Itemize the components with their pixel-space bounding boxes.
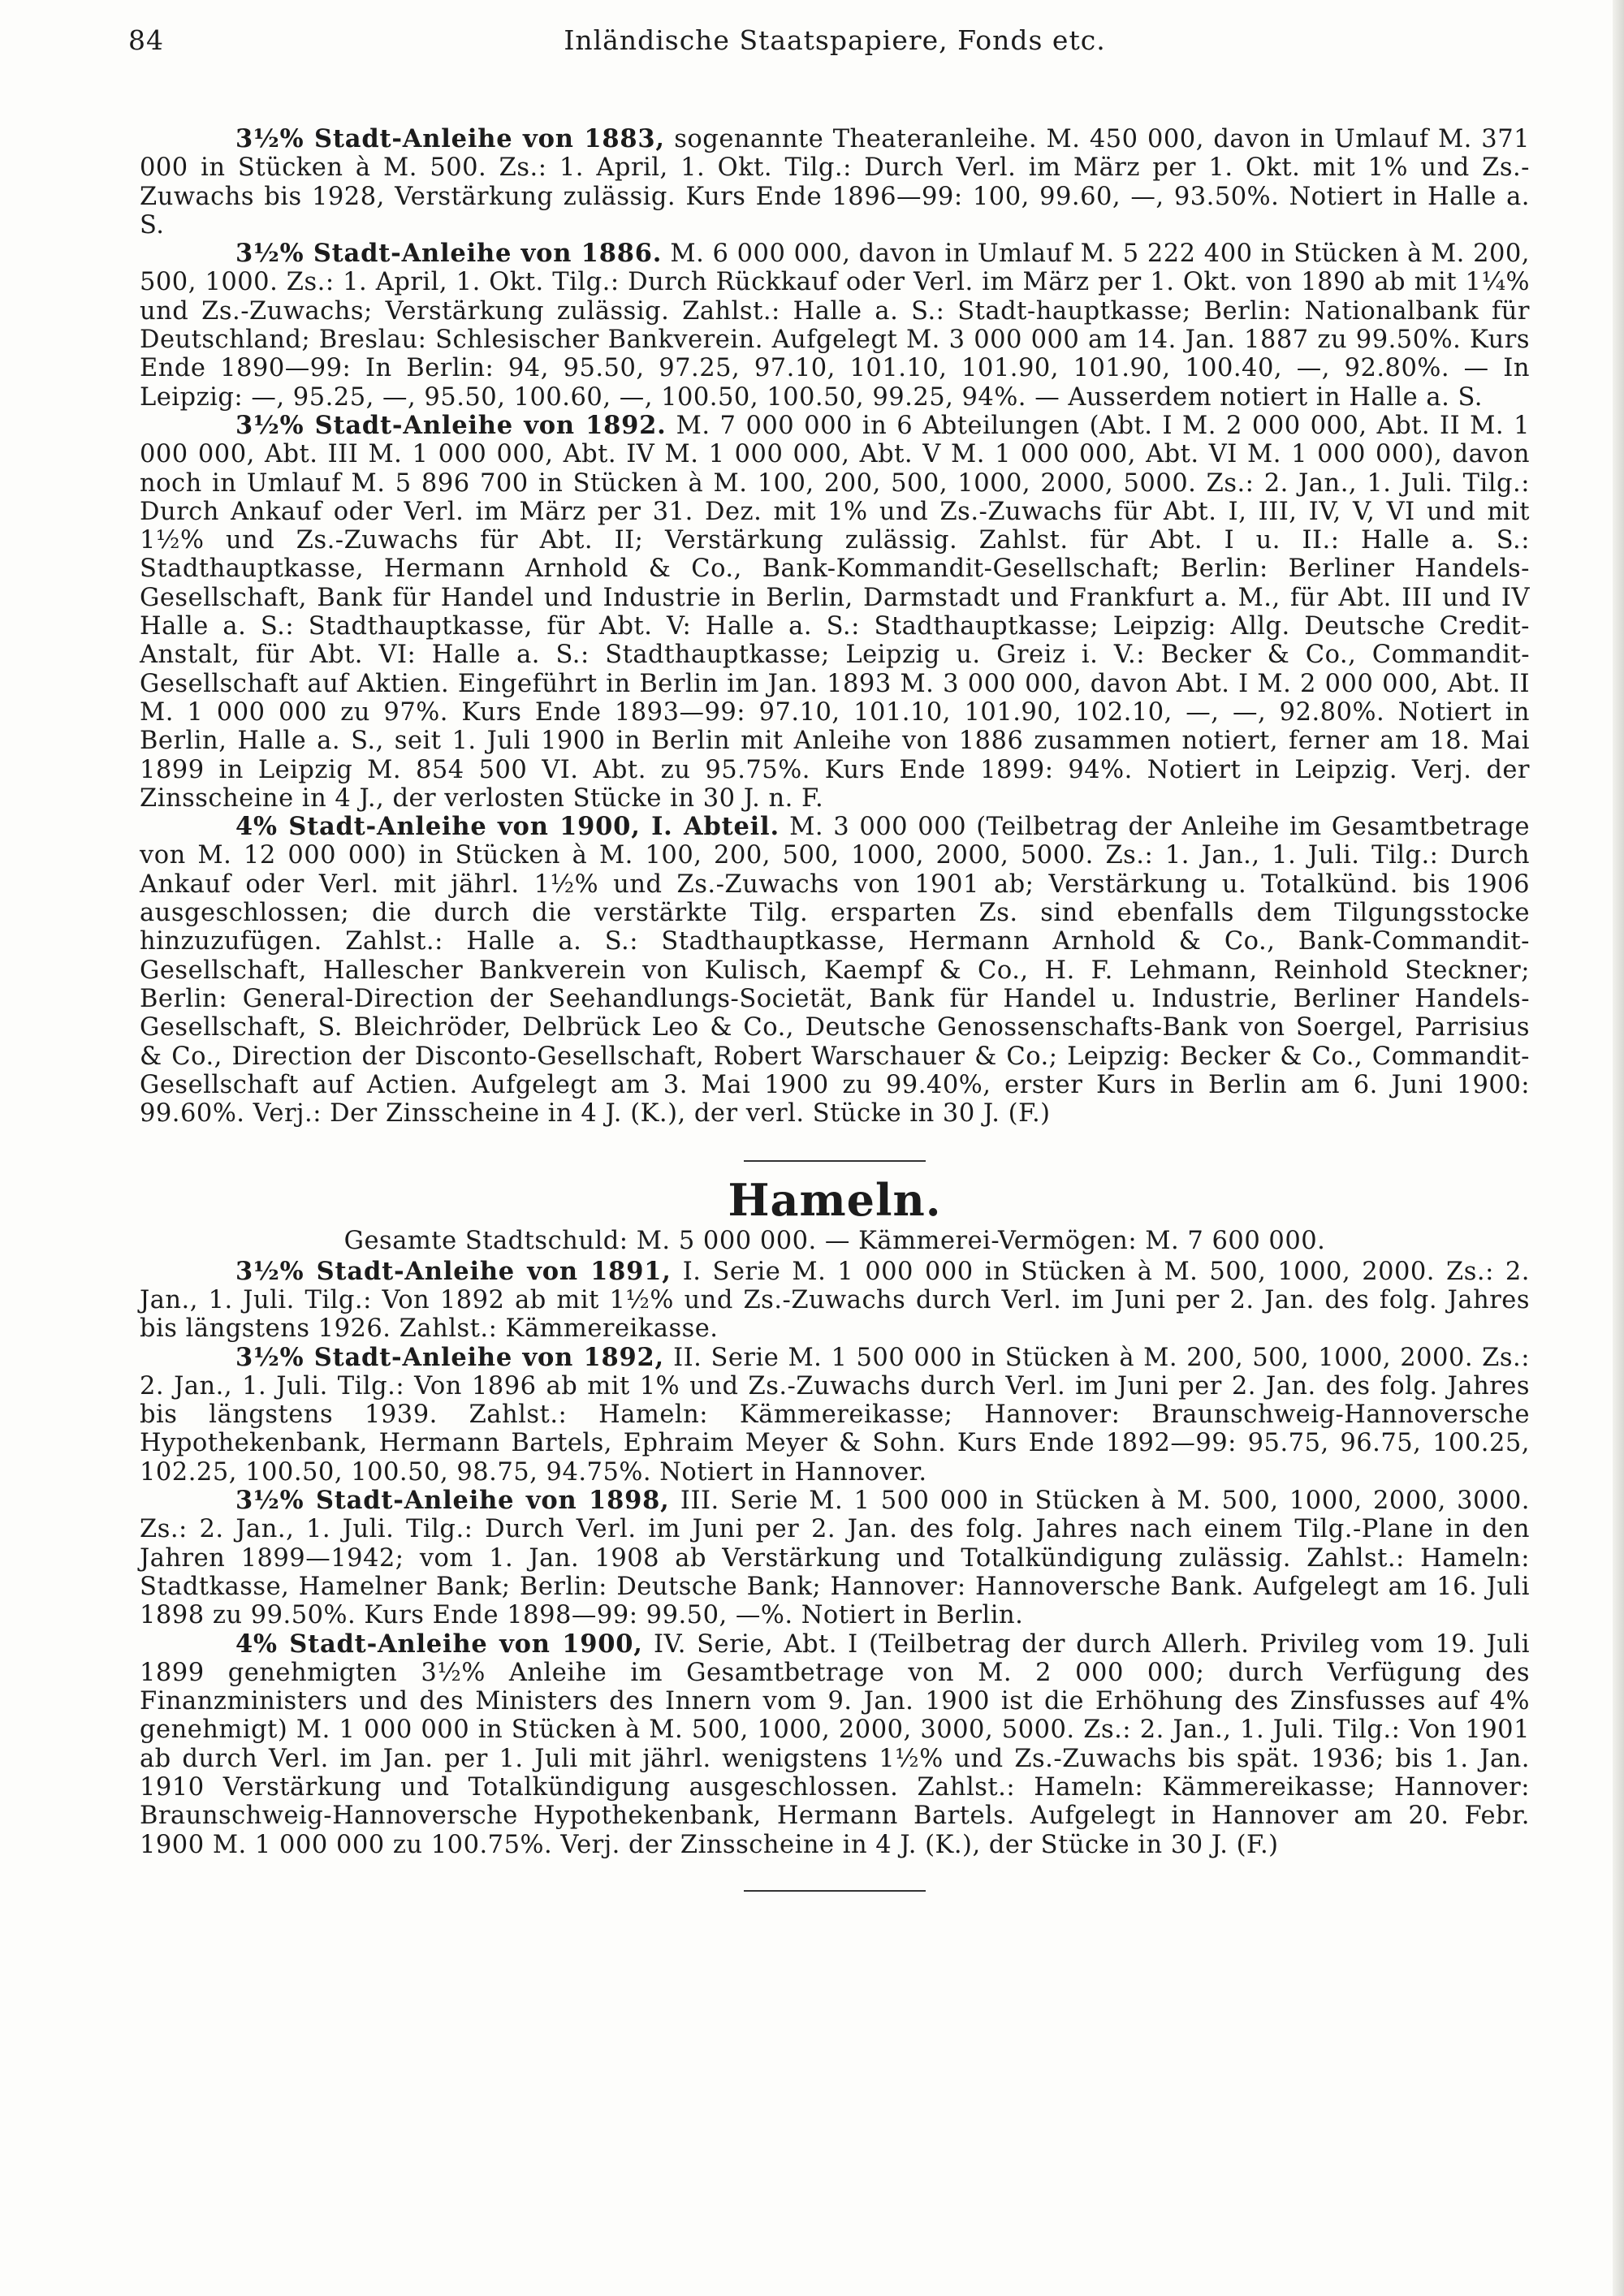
entry-title: 3½% Stadt-Anleihe von 1883,	[235, 124, 665, 153]
hameln-entry-1898	[140, 1487, 1530, 1629]
halle-entry-1883	[140, 125, 1530, 240]
entry-text: M. 3 000 000 (Teilbetrag der Anleihe im Gesamtbetrage von M. 12 000 000) in Stücken à M. 100, 200, 500, 1000, 2000, 5000. Zs.: 1. Jan., 1. Juli. Tilg.: Durch Ankauf oder Verl. mit jährl. 1½% und Zs.-Zuwachs von 1901 ab; Verstärkung u. Totalkünd. bis 1906 ausgeschlossen; die durch die verstärkte Tilg. ersparten Zs. sind ebenfalls dem Tilgungsstocke hinzuzufügen. Zahlst.: Halle a. S.: Stadthauptkasse, Hermann Arnhold & Co., Bank-Commandit-Gesellschaft, Hallescher Bankverein von Kulisch, Kaempf & Co., H. F. Lehmann, Reinhold Steckner; Berlin: General-Direction der Seehandlungs-Societät, Bank für Handel u. Industrie, Berliner Handels-Gesellschaft, S. Bleichröder, Delbrück Leo & Co., Deutsche Genossenschafts-Bank von Soergel, Parrisius & Co., Direction der Disconto-Gesellschaft, Robert Warschauer & Co.; Leipzig: Becker & Co., Commandit-Gesellschaft auf Actien. Aufgelegt am 3. Mai 1900 zu 99.40%, erster Kurs in Berlin am 6. Juni 1900: 99.60%. Verj.: Der Zinsscheine in 4 J. (K.), der verl. Stücke in 30 J. (F.)	[140, 813, 1531, 1129]
entry-text: III. Serie M. 1 500 000 in Stücken à M. 500, 1000, 2000, 3000. Zs.: 2. Jan., 1. Juli. Tilg.: Durch Verl. im Juni per 2. Jan. des folg. Jahres nach einem Tilg.-Plane in den Jahren 1899—1942; vom 1. Jan. 1908 ab Verstärkung und Totalkündigung zulässig. Zahlst.: Hameln: Stadtkasse, Hamelner Bank; Berlin: Deutsche Bank; Hannover: Hannoversche Bank. Aufgelegt am 16. Juli 1898 zu 99.50%. Kurs Ende 1898—99: 99.50, —%. Notiert in Berlin.	[140, 1487, 1530, 1630]
entry-title: 3½% Stadt-Anleihe von 1898,	[235, 1486, 670, 1516]
halle-entry-1900	[140, 813, 1530, 1128]
entry-title: 3½% Stadt-Anleihe von 1886.	[235, 239, 663, 269]
document-page	[128, 24, 1531, 1892]
page-header	[128, 24, 1530, 70]
entry-text: M. 7 000 000 in 6 Abteilungen (Abt. I M. 2 000 000, Abt. II M. 1 000 000, Abt. III M. 1 000 000, Abt. IV M. 1 000 000, Abt. V M. 1 000 000, Abt. VI M. 1 000 000), davon noch in Umlauf M. 5 896 700 in Stücken à M. 100, 200, 500, 1000, 2000, 5000. Zs.: 2. Jan., 1. Juli. Tilg.: Durch Ankauf oder Verl. im März per 31. Dez. mit 1% und Zs.-Zuwachs für Abt. I, III, IV, V, VI und mit 1½% und Zs.-Zuwachs für Abt. II; Verstärkung zulässig. Zahlst. für Abt. I u. II.: Halle a. S.: Stadthauptkasse, Hermann Arnhold & Co., Bank-Kommandit-Gesellschaft; Berlin: Berliner Handels-Gesellschaft, Bank für Handel und Industrie in Berlin, Darmstadt und Frankfurt a. M., für Abt. III und IV Halle a. S.: Stadthauptkasse, für Abt. V: Halle a. S.: Stadthauptkasse; Leipzig: Allg. Deutsche Credit-Anstalt, für Abt. VI: Halle a. S.: Stadthauptkasse; Leipzig u. Greiz i. V.: Becker & Co., Commandit-Gesellschaft auf Aktien. Eingeführt in Berlin im Jan. 1893 M. 3 000 000, davon Abt. I M. 2 000 000, Abt. II M. 1 000 000 zu 97%. Kurs Ende 1893—99: 97.10, 101.10, 101.90, 102.10, —, —, 92.80%. Notiert in Berlin, Halle a. S., seit 1. Juli 1900 in Berlin mit Anleihe von 1886 zusammen notiert, ferner am 18. Mai 1899 in Leipzig M. 854 500 VI. Abt. zu 95.75%. Kurs Ende 1899: 94%. Notiert in Leipzig. Verj. der Zinsscheine in 4 J., der verlosten Stücke in 30 J. n. F.	[140, 411, 1530, 813]
entry-title: 4% Stadt-Anleihe von 1900, I. Abteil.	[235, 812, 780, 842]
entry-title: 4% Stadt-Anleihe von 1900,	[235, 1629, 643, 1659]
city-debt-summary: Gesamte Stadtschuld: M. 5 000 000. — Kämmerei-Vermögen: M. 7 600 000.	[343, 1227, 1326, 1256]
halle-entry-1886	[140, 240, 1530, 412]
running-title: Inländische Staatspapiere, Fonds etc.	[564, 24, 1106, 56]
entry-title: 3½% Stadt-Anleihe von 1892.	[235, 410, 667, 440]
entry-text: IV. Serie, Abt. I (Teilbetrag der durch Allerh. Privileg vom 19. Juli 1899 genehmigten 3½% Anleihe im Gesamtbetrage von M. 2 000 000; durch Verfügung des Finanzministers und des Ministers des Innern vom 9. Jan. 1900 ist die Erhöhung des Zinsfusses auf 4% genehmigt) M. 1 000 000 in Stücken à M. 500, 1000, 2000, 3000, 5000. Zs.: 2. Jan., 1. Juli. Tilg.: Von 1901 ab durch Verl. im Jan. per 1. Juli mit jährl. wenigstens 1½% und Zs.-Zuwachs bis spät. 1936; bis 1. Jan. 1910 Verstärkung und Totalkündigung ausgeschlossen. Zahlst.: Hameln: Kämmereikasse; Hannover: Braunschweig-Hannoversche Hypothekenbank, Hermann Bartels. Aufgelegt in Hannover am 20. Febr. 1900 M. 1 000 000 zu 100.75%. Verj. der Zinsscheine in 4 J. (K.), der Stücke in 30 J. (F.)	[140, 1629, 1530, 1859]
city-title: Hameln.	[728, 1174, 942, 1227]
hameln-entry-1892	[140, 1344, 1530, 1487]
entry-text: II. Serie M. 1 500 000 in Stücken à M. 200, 500, 1000, 2000. Zs.: 2. Jan., 1. Juli. Tilg.: Von 1896 ab mit 1% und Zs.-Zuwachs durch Verl. im Juni per 2. Jan. des folg. Jahres bis längstens 1939. Zahlst.: Hameln: Kämmereikasse; Hannover: Braunschweig-Hannoversche Hypothekenbank, Hermann Bartels, Ephraim Meyer & Sohn. Kurs Ende 1892—99: 95.75, 96.75, 100.25, 102.25, 100.50, 100.50, 98.75, 94.75%. Notiert in Hannover.	[140, 1343, 1530, 1487]
hameln-entry-1900	[140, 1630, 1530, 1859]
halle-section	[140, 125, 1530, 1128]
page-number: 84	[128, 24, 164, 56]
entry-title: 3½% Stadt-Anleihe von 1891,	[235, 1256, 672, 1286]
entry-text: M. 6 000 000, davon in Umlauf M. 5 222 400 in Stücken à M. 200, 500, 1000. Zs.: 1. April, 1. Okt. Tilg.: Durch Rückkauf oder Verl. im März per 1. Okt. von 1890 ab mit 1¼% und Zs.-Zuwachs; Verstärkung zulässig. Zahlst.: Halle a. S.: Stadt-hauptkasse; Berlin: Nationalbank für Deutschland; Breslau: Schlesischer Bankverein. Aufgelegt M. 3 000 000 am 14. Jan. 1887 zu 99.50%. Kurs Ende 1890—99: In Berlin: 94, 95.50, 97.25, 97.10, 101.10, 101.90, 101.90, 100.40, —, 92.80%. — In Leipzig: —, 95.25, —, 95.50, 100.60, —, 100.50, 100.50, 99.25, 94%. — Ausserdem notiert in Halle a. S.	[140, 240, 1530, 412]
page-edge-shadow	[1613, 0, 1624, 2296]
entry-text: sogenannte Theateranleihe. M. 450 000, davon in Umlauf M. 371 000 in Stücken à M. 500. Zs.: 1. April, 1. Okt. Tilg.: Durch Verl. im März per 1. Okt. mit 1% und Zs.-Zuwachs bis 1928, Verstärkung zulässig. Kurs Ende 1896—99: 100, 99.60, —, 93.50%. Notiert in Halle a. S.	[140, 125, 1531, 240]
entry-title: 3½% Stadt-Anleihe von 1892,	[235, 1342, 664, 1372]
halle-entry-1892	[140, 412, 1530, 813]
entry-text: I. Serie M. 1 000 000 in Stücken à M. 500, 1000, 2000. Zs.: 2. Jan., 1. Juli. Tilg.: Von 1892 ab mit 1½% und Zs.-Zuwachs durch Verl. im Juni per 2. Jan. des folg. Jahres bis längstens 1926. Zahlst.: Kämmereikasse.	[140, 1257, 1530, 1344]
section-divider	[744, 1160, 926, 1162]
hameln-section	[140, 1176, 1530, 1859]
hameln-entry-1891	[140, 1258, 1530, 1344]
closing-divider	[744, 1890, 926, 1892]
